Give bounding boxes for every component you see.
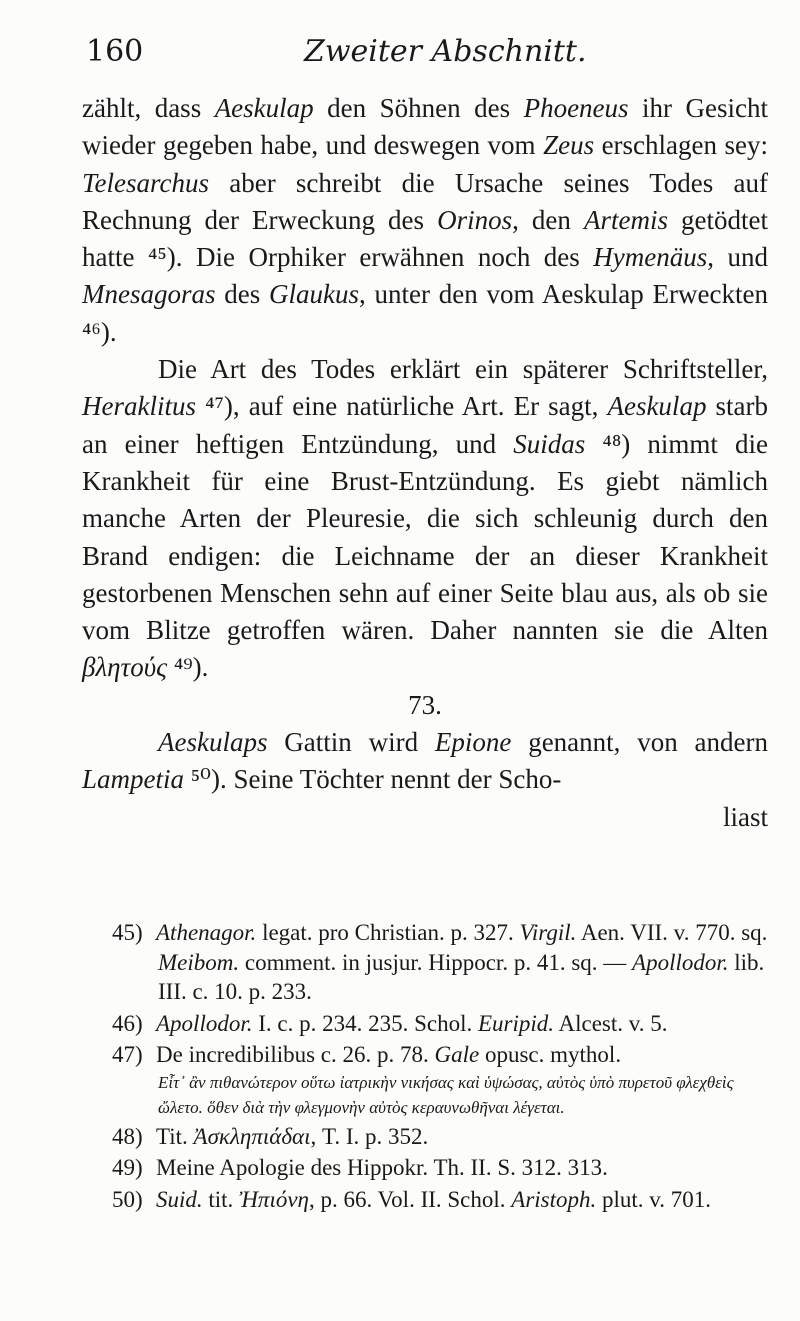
name-orinos: Orinos: [437, 204, 513, 235]
text-run: tit.: [202, 1186, 240, 1212]
text-run: den Söhnen des: [313, 93, 524, 123]
name-suidas: Suidas: [513, 428, 586, 459]
footnote-49: [82, 1153, 768, 1183]
footnote-number: 49): [112, 1155, 143, 1180]
text-run: I. c. p. 234. 235. Schol.: [252, 1010, 478, 1036]
text-run: , p. 66. Vol. II. Schol.: [308, 1186, 512, 1212]
text-run: , T. I. p. 352.: [310, 1123, 429, 1149]
author-name: Euripid.: [478, 1010, 555, 1036]
page-number: 160: [86, 34, 144, 69]
text-run: ⁵⁰). Seine Töchter nennt der Scho-: [184, 764, 562, 795]
name-heraklitus: Heraklitus: [82, 391, 196, 422]
paragraph-1: [82, 90, 768, 351]
text-run: Die Art des Todes erklärt ein späterer Schriftsteller,: [158, 354, 768, 385]
section-number: 73.: [408, 689, 442, 720]
footnote-number: 46): [112, 1010, 143, 1036]
running-title: Zweiter Abschnitt.: [304, 34, 587, 69]
running-header: [86, 34, 770, 74]
greek-word: βλητούς: [82, 652, 168, 683]
text-run: erschlagen sey:: [594, 130, 768, 161]
text-run: Alcest. v. 5.: [554, 1010, 668, 1036]
name-zeus: Zeus: [543, 130, 595, 161]
text-run: ⁴⁹).: [167, 652, 209, 683]
footnotes: [82, 918, 768, 1216]
text-run: De incredibilibus c. 26. p. 78.: [156, 1042, 435, 1067]
footnote-47: [82, 1040, 768, 1120]
footnote-48: [82, 1122, 768, 1152]
footnote-number: 48): [112, 1123, 143, 1149]
name-epione: Epione: [434, 727, 512, 758]
text-run: getödtet hatte ⁴⁵). Die Orphiker erwähnen noch des: [82, 204, 768, 273]
text-run: starb an einer heftigen Entzündung, und: [82, 391, 769, 459]
paragraph-3: [82, 724, 768, 799]
text-run: legat. pro Christian. p. 327.: [256, 920, 520, 945]
greek-quotation: Εἶτ᾽ ἂν πιθανώτερον οὕτω ἰατρικὴν νικήσας καὶ ὑψώσας, αὐτὸς ὑπὸ πυρετοῦ φλεχθεὶς ὤλετο. ὅθεν διὰ τὴν φλεγμονὴν αὐτὸς κεραυνωθῆναι λέγεται.: [158, 1072, 734, 1117]
text-run: Tit.: [156, 1123, 194, 1149]
name-hymenaeus: Hymenäus: [593, 242, 708, 273]
name-aeskulaps: Aeskulaps: [158, 727, 268, 758]
text-run: lib. III. c. 10. p. 233.: [158, 949, 765, 1004]
text-run: ⁴⁷), auf eine natürliche Art. Er sagt,: [196, 391, 608, 422]
greek-word: Ἠπιόνη: [239, 1186, 309, 1212]
footnote-number: 45): [112, 920, 143, 945]
author-name: Apollodor.: [632, 949, 729, 975]
text-run: zählt, dass: [82, 93, 215, 123]
footnote-46: [82, 1009, 768, 1039]
footnote-50: [82, 1185, 768, 1215]
name-phoeneus: Phoeneus: [523, 93, 629, 123]
text-run: , den: [512, 204, 584, 235]
main-text: [82, 90, 768, 836]
author-name: Gale: [434, 1042, 480, 1067]
catchword: liast: [723, 801, 768, 832]
name-aeskulap: Aeskulap: [214, 93, 314, 123]
text-run: comment. in jusjur. Hippocr. p. 41. sq. —: [239, 949, 633, 975]
text-run: , und: [707, 242, 769, 273]
text-run: , unter den vom Aeskulap Erweckten ⁴⁶).: [82, 279, 768, 347]
text-run: aber schreibt die Ursache seines Todes auf Rechnung der Erweckung des: [82, 167, 768, 235]
text-run: ihr Gesicht wieder gegeben habe, und deswegen vom: [82, 93, 768, 161]
footnote-45: [82, 918, 768, 1007]
name-mnesagoras: Mnesagoras: [82, 279, 216, 310]
text-run: opusc. mythol.: [479, 1042, 622, 1067]
text-run: Meine Apologie des Hippokr. Th. II. S. 312. 313.: [156, 1155, 608, 1180]
author-name: Apollodor.: [156, 1010, 253, 1036]
text-run: genannt, von andern: [511, 727, 768, 758]
text-run: ⁴⁸) nimmt die Krankheit für eine Brust-Entzündung. Es giebt nämlich manche Arten der Pleuresie, die sich schleunig durch den Brand endigen: die Leichname der an dieser Krankheit gestorbenen Menschen sehn auf einer Seite blau aus, als ob sie vom Blitze getroffen wären. Daher nannten sie die Alten: [82, 428, 768, 646]
paragraph-2: [82, 351, 768, 687]
author-name: Aristoph.: [511, 1186, 597, 1212]
name-telesarchus: Telesarchus: [82, 167, 210, 198]
author-name: Virgil.: [519, 920, 577, 945]
name-glaukus: Glaukus: [269, 279, 360, 310]
name-aeskulap: Aeskulap: [607, 391, 707, 422]
footnote-number: 47): [112, 1042, 143, 1067]
text-run: des: [215, 279, 270, 310]
name-lampetia: Lampetia: [82, 764, 185, 795]
text-run: Gattin wird: [267, 727, 435, 758]
footnote-number: 50): [112, 1186, 143, 1212]
name-artemis: Artemis: [583, 204, 668, 235]
author-name: Suid.: [156, 1186, 203, 1212]
greek-word: Ἀσκληπιάδαι: [193, 1123, 311, 1149]
author-name: Athenagor.: [156, 920, 257, 945]
author-name: Meibom.: [158, 949, 240, 975]
text-run: plut. v. 701.: [596, 1186, 712, 1212]
text-run: Aen. VII. v. 770. sq.: [576, 920, 768, 945]
